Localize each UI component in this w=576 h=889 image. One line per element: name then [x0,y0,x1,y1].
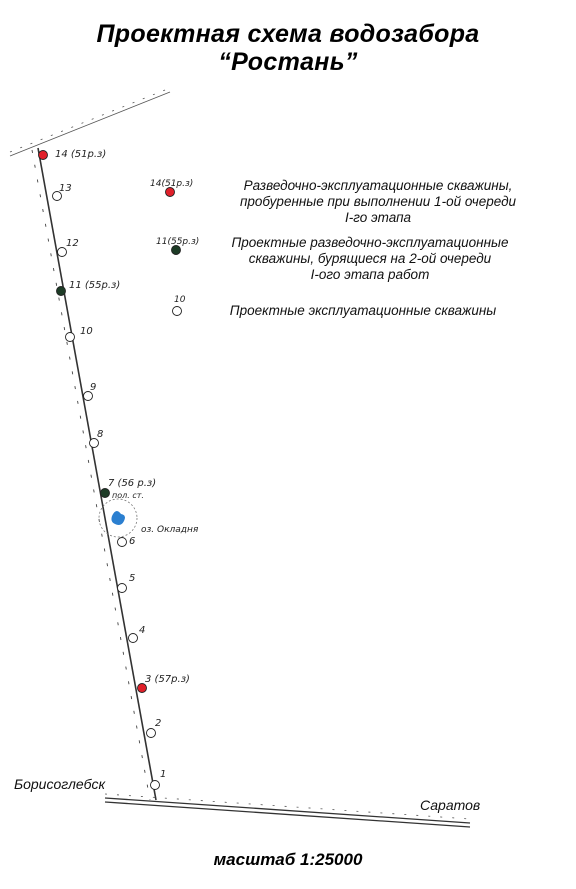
legend-line: пробуренные при выполнении 1-ой очереди [239,194,517,209]
well-11-label: 11 (55р.з) [69,280,121,291]
well-9-label: 9 [90,382,97,393]
well-3-label: 3 (57р.з) [145,674,190,685]
well-5-label: 5 [129,573,136,584]
legend-marker-3 [173,307,182,316]
well-6-marker [118,538,127,547]
legend-line: Разведочно-эксплуатационные скважины, [243,178,513,193]
legend-line: Проектные разведочно-эксплуатационные [231,235,509,250]
legend-text-open [198,303,528,319]
well-4-marker [129,634,138,643]
well-11-marker [57,287,66,296]
well-4-label: 4 [139,625,146,636]
place-borisoglebsk: Борисоглебск [14,776,106,792]
top-road [10,88,170,156]
legend-line: I-ого этапа работ [310,267,430,282]
well-2-label: 2 [155,718,162,729]
well-7-sublabel: пол. ст. [112,491,144,500]
well-13-label: 13 [59,183,72,194]
well-2-marker [147,729,156,738]
legend-line: Проектные эксплуатационные скважины [229,303,497,318]
legend-marker-label-2: 11(55р.з) [156,237,200,247]
legend-text-red [208,178,548,226]
well-1-label: 1 [160,769,167,780]
well-line [32,148,156,800]
lake-label: оз. Окладня [141,525,199,535]
legend-marker-label-3: 10 [174,295,186,305]
well-12-label: 12 [66,238,79,249]
legend-marker-label-1: 14(51р.з) [150,179,194,189]
well-14-marker [39,151,48,160]
legend-markers [150,179,199,316]
place-saratov: Саратов [420,797,481,813]
title-line-2: “Ростань” [218,48,358,76]
well-5-marker [118,584,127,593]
well-8-label: 8 [97,429,104,440]
well-10-label: 10 [80,326,93,337]
well-10-marker [66,333,75,342]
legend-line: скважины, бурящиеся на 2-ой очереди [248,251,492,266]
well-14-label: 14 (51р.з) [55,149,107,160]
scale-label: масштаб 1:25000 [213,850,363,869]
well-7-label: 7 (56 р.з) [108,478,157,489]
well-6-label: 6 [129,536,136,547]
title-line-1: Проектная схема водозабора [96,20,480,48]
legend-line: I-го этапа [344,210,412,225]
legend-text-dark [200,235,540,283]
well-7-marker [101,489,110,498]
bottom-road [105,794,470,827]
well-1-marker [151,781,160,790]
